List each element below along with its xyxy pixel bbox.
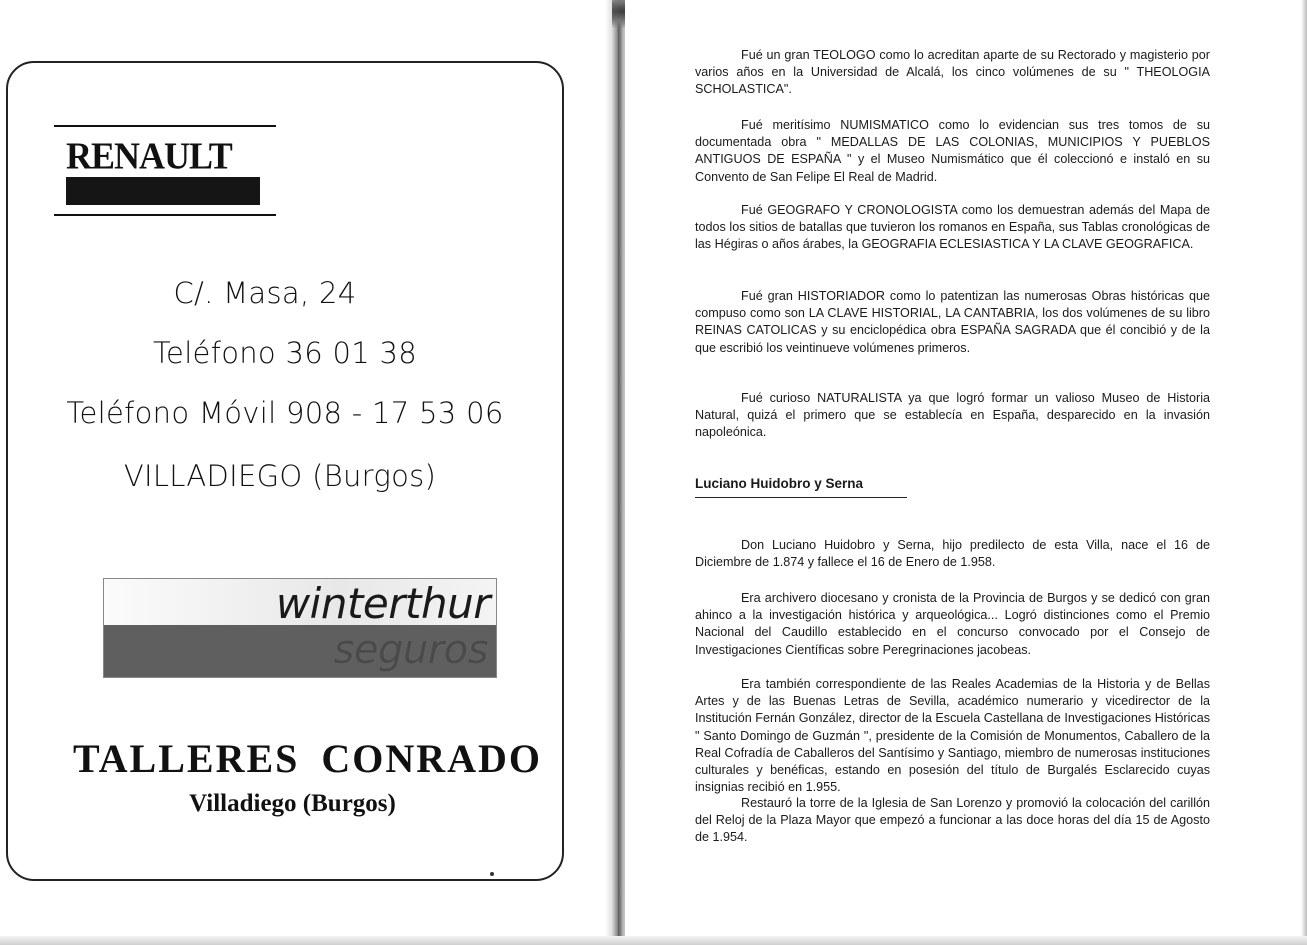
renault-wordmark: RENAULT — [66, 135, 232, 177]
paragraph-birth — [695, 537, 1210, 571]
paragraph-text: Don Luciano Huidobro y Serna, hijo predilecto de esta Villa, nace el 16 de Diciembre de 1.874 y fallece el 16 de Enero de 1.958. — [695, 538, 1210, 570]
business-location: Villadiego (Burgos) — [189, 790, 396, 817]
paragraph-academies — [695, 676, 1210, 796]
paragraph-text: Fué meritísimo NUMISMATICO como lo evidencian sus tres tomos de su documentada obra " MEDALLAS DE LAS COLONIAS, MUNICIPIOS Y PUEBLOS ANTIGUOS DE ESPAÑA " y el Museo Numismático que él coleccionó e instaló en su Convento de San Felipe El Real de Madrid. — [695, 118, 1210, 184]
paragraph-text: Era archivero diocesano y cronista de la Provincia de Burgos y se dedicó con gran ahinco a la investigación histórica y arqueológica... Logró distinciones como el Premio Nacional del Caudillo establecido en el concurso convocado por el Consejo de Investigaciones Científicas sobre Peregrinaciones jacobeas. — [695, 591, 1210, 657]
seguros-wordmark: seguros — [333, 627, 488, 673]
paragraph-text: Era también correspondiente de las Reales Academias de la Historia y de Bellas Artes y de las Buenas Letras de Sevilla, académico numerario y vicedirector de la Institución Fernán González, director de la Escuela Castellana de Investigaciones Históricas " Santo Domingo de Guzmán ", presidente de la Comisión de Monumentos, Caballero de la Real Cofradía de Caballeros del Santísimo y Santiago, miembro de numerosas instituciones culturales y benéficas, estando en posesión del título de Burgalés Esclarecido cuyas insignias recibió en 1.955. — [695, 677, 1210, 795]
paragraph-text: Fué GEOGRAFO Y CRONOLOGISTA como los demuestran además del Mapa de todos los sitios de batallas que tuvieron los romanos en España, sus Tablas cronológicas de las Hégiras o años árabes, la GEOGRAFIA ECLESIASTICA Y LA CLAVE GEOGRAFICA. — [695, 203, 1210, 252]
winterthur-logo — [103, 578, 497, 678]
paragraph-geographer — [695, 202, 1210, 254]
paragraph-text: Fué curioso NATURALISTA ya que logró formar un valioso Museo de Historia Natural, quizá el primero que se establecía en España, desparecido en la invasión napoleónica. — [695, 391, 1210, 440]
paragraph-restoration — [695, 795, 1210, 847]
paragraph-naturalist — [695, 390, 1210, 442]
ad-mobile-phone: Teléfono Móvil 908 - 17 53 06 — [66, 396, 504, 430]
business-name: TALLERES CONRADO — [72, 736, 543, 781]
renault-black-bar — [66, 177, 260, 205]
print-speck — [490, 872, 494, 876]
page-edge-shadow — [1301, 0, 1307, 945]
paragraph-numismatist — [695, 117, 1210, 186]
renault-bottom-rule — [54, 214, 276, 216]
renault-top-rule — [54, 125, 276, 127]
winterthur-wordmark: winterthur — [275, 579, 490, 628]
ad-city: VILLADIEGO (Burgos) — [123, 459, 437, 493]
paragraph-theologian — [695, 47, 1210, 99]
paragraph-text: Fué un gran TEOLOGO como lo acreditan aparte de su Rectorado y magisterio por varios años en la Universidad de Alcalá, los cinco volúmenes de su " THEOLOGIA SCHOLASTICA". — [695, 48, 1210, 97]
paragraph-archivist — [695, 590, 1210, 659]
ad-address: C/. Masa, 24 — [173, 276, 357, 310]
paragraph-text: Restauró la torre de la Iglesia de San Lorenzo y promovió la colocación del carillón del Reloj de la Plaza Mayor que empezó a funcionar a las doce horas del día 15 de Agosto de 1.954. — [695, 796, 1210, 845]
renault-logo — [54, 125, 276, 217]
paragraph-text: Fué gran HISTORIADOR como lo patentizan las numerosas Obras históricas que compuso como son LA CLAVE HISTORIAL, LA CANTABRIA, los dos volúmenes de su libro REINAS CATOLICAS y su enciclopédica obra ESPAÑA SAGRADA que él concibió y de la que escribió los veintinueve volúmenes primeros. — [695, 289, 1210, 355]
page-bottom-edge — [0, 936, 1307, 945]
section-heading: Luciano Huidobro y Serna — [695, 476, 907, 498]
left-page — [0, 0, 612, 945]
ad-phone: Teléfono 36 01 38 — [152, 336, 418, 370]
paragraph-historian — [695, 288, 1210, 357]
